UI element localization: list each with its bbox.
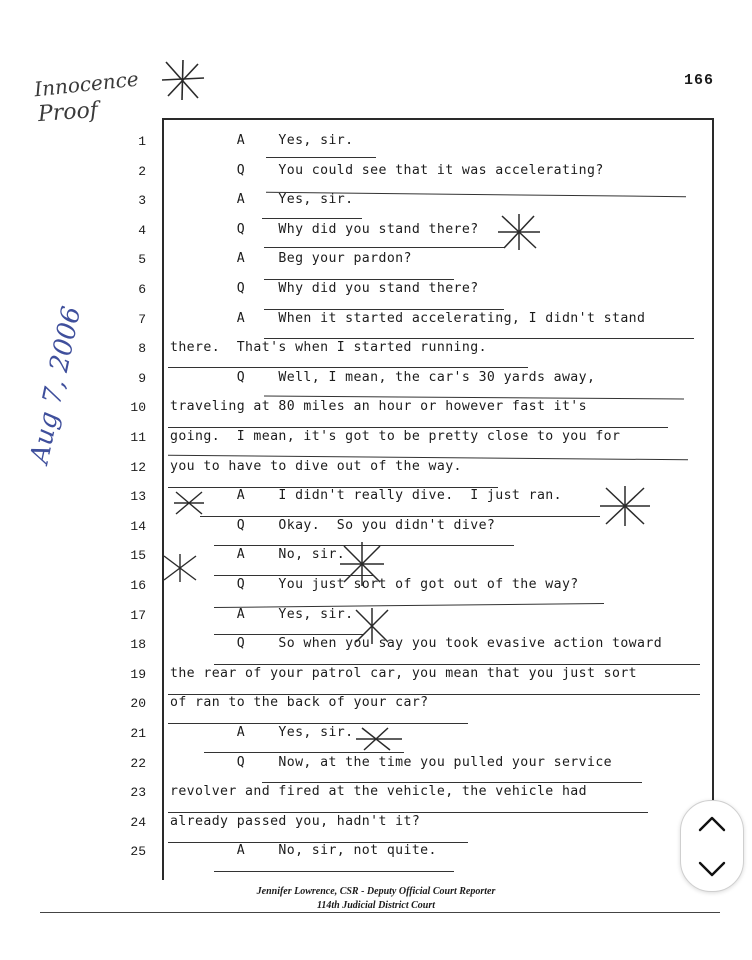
line-number: 18 (130, 637, 146, 653)
handwritten-date: Aug 7, 2006 (24, 303, 88, 467)
underline (214, 664, 700, 665)
underline (168, 812, 648, 813)
underline (168, 694, 700, 695)
asterisk-mark-icon (158, 58, 208, 102)
underline (264, 279, 454, 280)
line-number: 15 (130, 548, 146, 564)
transcript-line: A Yes, sir. (170, 725, 354, 740)
transcript-line: revolver and fired at the vehicle, the vehicle had (170, 784, 587, 800)
transcript-line: traveling at 80 miles an hour or however fast it's (170, 399, 587, 415)
asterisk-mark-icon (172, 488, 206, 518)
line-number: 14 (130, 518, 146, 534)
transcript-line: Q Okay. So you didn't dive? (170, 517, 496, 533)
line-number: 4 (138, 222, 146, 238)
asterisk-mark-icon (160, 552, 200, 584)
page-number: 166 (684, 72, 715, 89)
line-number: 20 (130, 696, 146, 712)
line-number: 23 (130, 785, 146, 801)
transcript-line: Q Now, at the time you pulled your service (170, 754, 612, 770)
transcript-line: already passed you, hadn't it? (170, 813, 421, 829)
asterisk-mark-icon (354, 724, 404, 754)
underline (264, 247, 504, 248)
underline (214, 871, 454, 872)
footer-divider (40, 912, 720, 913)
chevron-down-icon (697, 858, 727, 880)
line-number: 6 (138, 282, 146, 297)
line-number: 2 (138, 163, 146, 179)
underline (266, 157, 376, 158)
transcript-line: going. I mean, it's got to be pretty close to you for (170, 429, 621, 444)
transcript-line: Q Why did you stand there? (170, 281, 479, 296)
line-number: 25 (130, 844, 146, 860)
scroll-up-button[interactable] (681, 801, 743, 846)
transcript-line: A Yes, sir. (170, 192, 354, 208)
line-number: 10 (130, 400, 146, 416)
transcript-line: A Yes, sir. (170, 606, 354, 622)
line-number: 24 (130, 814, 146, 830)
transcript-line: A When it started accelerating, I didn't stand (170, 310, 646, 326)
line-number: 19 (130, 666, 146, 682)
underline (168, 427, 668, 428)
line-number: 8 (138, 341, 146, 357)
line-number: 9 (138, 370, 146, 386)
underline (168, 367, 528, 368)
transcript-line: Q So when you say you took evasive action toward (170, 636, 663, 652)
line-number: 1 (138, 134, 146, 149)
underline (264, 338, 694, 339)
underline (200, 516, 600, 517)
line-number: 11 (130, 430, 146, 445)
handwritten-note-proof: Proof (37, 97, 99, 128)
transcript-line: there. That's when I started running. (170, 340, 487, 356)
transcript-line: of ran to the back of your car? (170, 695, 429, 711)
transcript-line: A No, sir. (170, 547, 346, 563)
transcript-line: you to have to dive out of the way. (170, 458, 462, 474)
transcript-line: A I didn't really dive. I just ran. (170, 488, 562, 504)
transcript-line: Q Why did you stand there? (170, 221, 479, 237)
line-number: 16 (130, 578, 146, 593)
chevron-up-icon (697, 813, 727, 835)
underline (262, 782, 642, 783)
asterisk-mark-icon (338, 540, 386, 588)
line-number: 21 (130, 726, 146, 741)
transcript-line: Q You could see that it was accelerating? (170, 162, 604, 178)
line-number: 3 (138, 193, 146, 209)
asterisk-mark-icon (598, 484, 652, 528)
handwritten-note-innocence: Innocence (33, 66, 140, 102)
line-number: 13 (130, 489, 146, 505)
underline (168, 487, 498, 488)
footer-court: 114th Judicial District Court (316, 900, 436, 911)
page-navigation (680, 800, 744, 892)
transcript-line: Q Well, I mean, the car's 30 yards away, (170, 369, 596, 385)
underline (262, 218, 362, 219)
line-number: 12 (130, 459, 146, 475)
underline (264, 309, 504, 310)
transcript-line: A Yes, sir. (170, 133, 354, 148)
asterisk-mark-icon (494, 212, 544, 252)
underline (168, 723, 468, 724)
underline (168, 842, 468, 843)
line-number: 5 (138, 252, 146, 268)
transcript-line: A No, sir, not quite. (170, 843, 437, 859)
line-number: 17 (130, 607, 146, 623)
transcript-line: Q You just sort of got out of the way? (170, 577, 579, 592)
transcript-line: the rear of your patrol car, you mean that you just sort (170, 665, 638, 681)
asterisk-mark-icon (350, 606, 394, 646)
footer-reporter: Jennifer Lowrence, CSR - Deputy Official Court Reporter (256, 886, 496, 897)
transcript-line: A Beg your pardon? (170, 251, 412, 267)
line-number: 7 (138, 311, 146, 327)
scroll-down-button[interactable] (681, 846, 743, 891)
underline (214, 634, 364, 635)
line-number: 22 (130, 755, 146, 771)
